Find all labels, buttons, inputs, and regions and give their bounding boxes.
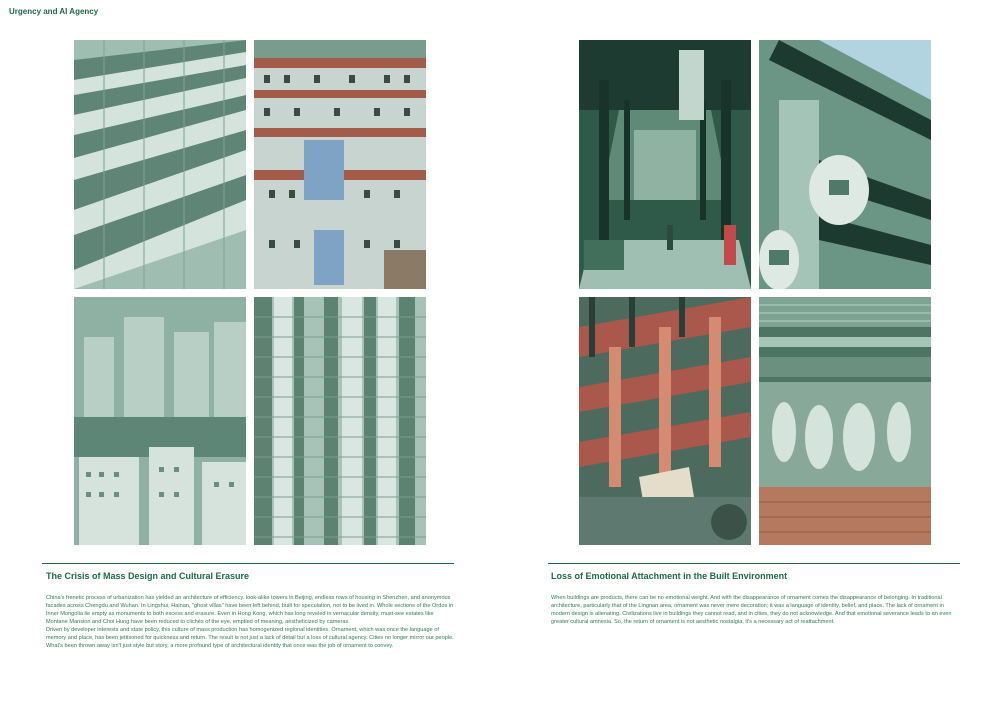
temple-hall-interior-photo [579,40,751,289]
right-paragraph-1: When buildings are products, there can be no emotional weight. And with the disappearance of ornament comes the disappearance of belonging. In traditional architecture, particularly that of the Lingnan area, ornament was never mere decoration; it was a language of identity, belief, and place. The lack of ornament in modern design is alienating. Civilizations live in buildings they cannot read, and in cities, they do not acknowledge. And that emotional severance leads to an even greater cultural amnesia. So, the return of ornament is not aesthetic nostalgia, it's a necessary act of reattachment. [551,595,952,625]
left-section-heading: The Crisis of Mass Design and Cultural Erasure [46,571,250,581]
hazy-towers-photo [74,297,246,545]
right-section-heading: Loss of Emotional Attachment in the Built Environment [551,571,788,581]
left-paragraph-2: Driven by developer interests and state policy, this culture of mass production has homogenized regional identities. Ornament, which was once the language of memory and place, has been jettisoned for quickness and return. The result is not just a lack of detail but a loss of cultural agency. Cities no longer mirror our people. What's been thrown away isn't just style but story, a more profound type of architectural identity that once was the job of ornament to convey. [46,627,454,649]
left-paragraph-1: China's frenetic process of urbanization has yielded an architecture of efficiency. look-alike towers in Beijing, endless rows of housing in Shenzhen, and anonymous facades across Chengdu and Wuhan. In Lingshui, Hainan, "ghost villas" have been left behind, built for speculation, not to be lived in. Whole sections of the Ordos in Inner Mongolia lie empty as monuments to both excess and erasure. Even in Hong Kong, which has long reveled in vernacular density, must-see estates like Montane Mansion and Choi Hung have been reduced to clichés of the eye, emptied of meaning, aestheticized by cameras. [46,595,454,625]
row-houses-photo [74,40,246,289]
high-rise-facade-photo [254,297,426,545]
right-section-body [551,594,959,626]
left-section-rule [42,563,454,564]
carved-eaves-photo [759,40,931,289]
apartment-blocks-photo [254,40,426,289]
left-section-body [46,594,454,650]
relief-frieze-photo [759,297,931,545]
red-roof-brackets-photo [579,297,751,545]
right-section-rule [548,563,960,564]
page-header-title: Urgency and AI Agency [9,7,99,16]
